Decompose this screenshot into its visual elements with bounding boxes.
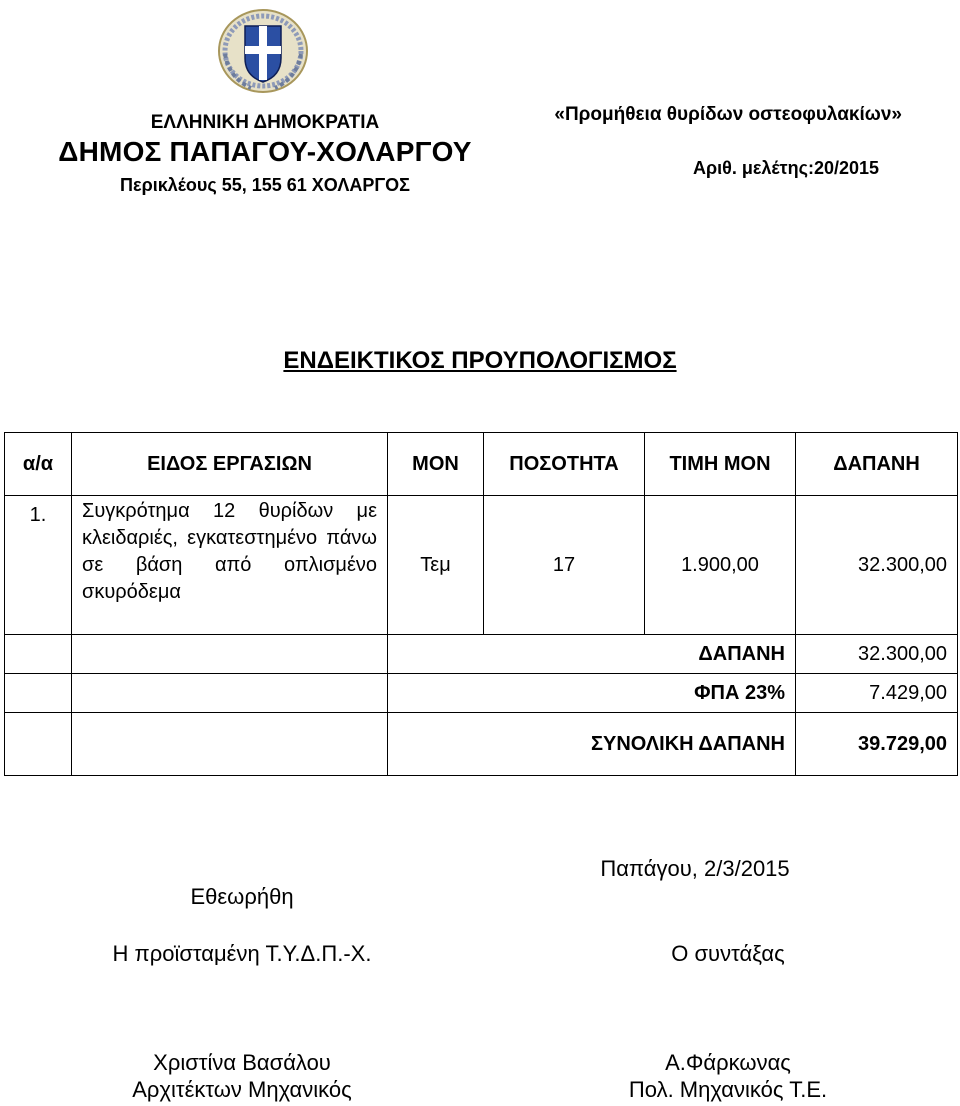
table-row xyxy=(5,496,958,635)
vat-row xyxy=(5,674,958,713)
greek-coat-of-arms-icon xyxy=(215,6,311,96)
subtotal-label: ΔΑΠΑΝΗ xyxy=(388,635,796,674)
author-name: Α.Φάρκωνας xyxy=(665,1050,791,1075)
vat-value: 7.429,00 xyxy=(796,674,958,713)
header-unit: ΜΟΝ xyxy=(388,433,484,496)
municipality-address: Περικλέους 55, 155 61 ΧΟΛΑΡΓΟΣ xyxy=(120,175,410,195)
item-description-cell xyxy=(72,496,388,635)
head-title: Η προϊσταμένη Τ.Υ.Δ.Π.-Χ. xyxy=(112,941,372,966)
item-description: Συγκρότημα 12 θυρίδων με κλειδαριές, εγκατεστημένο πάνω σε βάση από οπλισμένο σκυρόδεμα xyxy=(82,500,377,603)
header-aa: α/α xyxy=(5,433,72,496)
budget-table xyxy=(4,432,958,762)
subtotal-row xyxy=(5,635,958,674)
header-cost: ΔΑΠΑΝΗ xyxy=(796,433,958,496)
subtotal-value: 32.300,00 xyxy=(796,635,958,674)
total-row xyxy=(5,713,958,776)
author-title: Ο συντάξας xyxy=(671,941,785,966)
author-role: Πολ. Μηχανικός Τ.Ε. xyxy=(628,1077,828,1102)
reviewed-label: Εθεωρήθη xyxy=(190,884,294,909)
total-label: ΣΥΝΟΛΙΚΗ ΔΑΠΑΝΗ xyxy=(388,713,796,776)
municipality-name: ΔΗΜΟΣ ΠΑΠΑΓΟΥ-ΧΟΛΑΡΓΟΥ xyxy=(58,136,472,167)
item-aa: 1. xyxy=(5,496,72,635)
document-title: ΕΝΔΕΙΚΤΙΚΟΣ ΠΡΟΥΠΟΛΟΓΙΣΜΟΣ xyxy=(283,347,677,374)
header-unit-price: ΤΙΜΗ ΜΟΝ xyxy=(645,433,796,496)
total-value: 39.729,00 xyxy=(796,713,958,776)
header-quantity: ΠΟΣΟΤΗΤΑ xyxy=(484,433,645,496)
place-date: Παπάγου, 2/3/2015 xyxy=(600,856,790,881)
vat-label: ΦΠΑ 23% xyxy=(388,674,796,713)
item-unit-price: 1.900,00 xyxy=(645,496,796,635)
project-title: «Προμήθεια θυρίδων οστεοφυλακίων» xyxy=(554,104,902,125)
item-quantity: 17 xyxy=(484,496,645,635)
table-header-row xyxy=(5,433,958,496)
country-name: ΕΛΛΗΝΙΚΗ ΔΗΜΟΚΡΑΤΙΑ xyxy=(150,112,380,133)
header-description: ΕΙΔΟΣ ΕΡΓΑΣΙΩΝ xyxy=(72,433,388,496)
study-number: Αριθ. μελέτης:20/2015 xyxy=(693,158,880,178)
head-role: Αρχιτέκτων Μηχανικός xyxy=(132,1077,352,1102)
item-unit: Τεμ xyxy=(388,496,484,635)
item-cost: 32.300,00 xyxy=(796,496,958,635)
head-name: Χριστίνα Βασάλου xyxy=(153,1050,331,1075)
